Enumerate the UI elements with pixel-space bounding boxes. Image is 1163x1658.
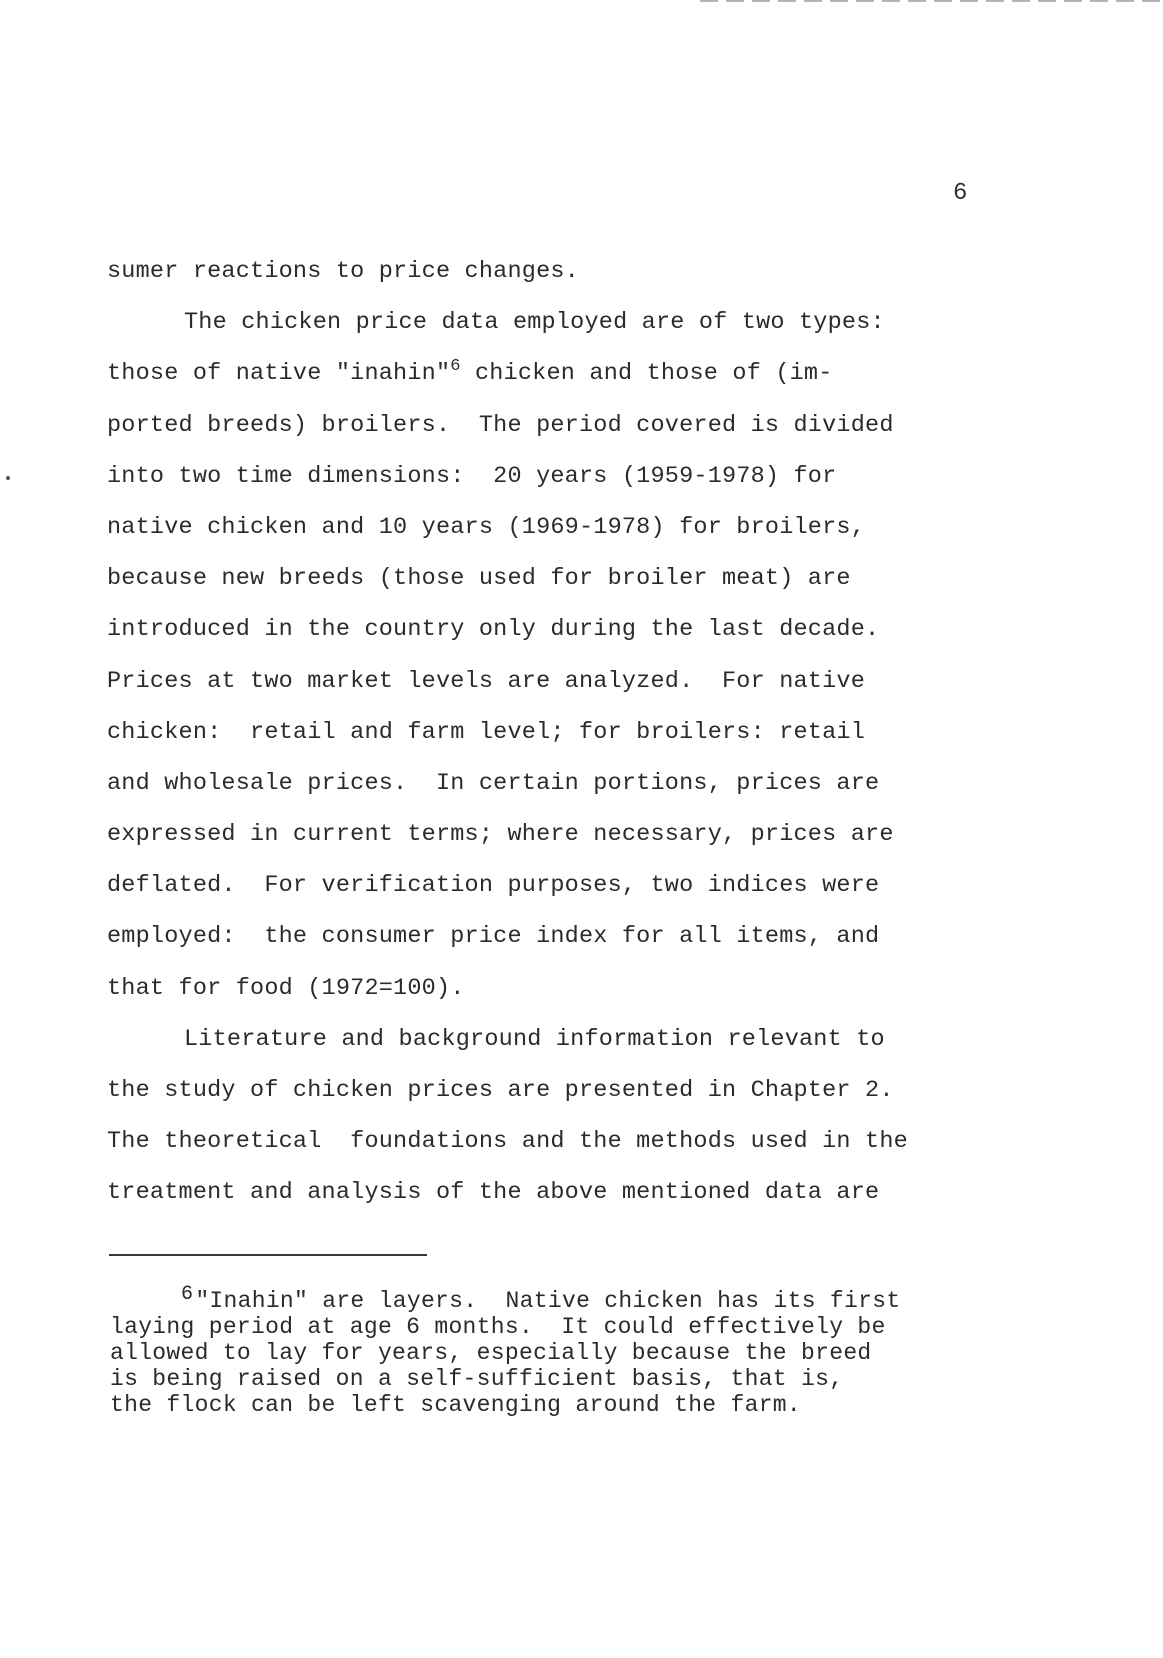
body-line: treatment and analysis of the above mentioned data are (107, 1179, 880, 1207)
page-number: 6 (953, 180, 968, 207)
body-line: ported breeds) broilers. The period covered is divided (107, 411, 894, 439)
body-text (107, 246, 1007, 1219)
body-line-text: chicken and those of (im- (460, 360, 833, 388)
body-line: deflated. For verification purposes, two indices were (107, 872, 880, 900)
body-line: because new breeds (those used for broiler meat) are (107, 565, 851, 593)
body-line: introduced in the country only during the last decade. (107, 616, 880, 644)
body-line: Prices at two market levels are analyzed. For native (107, 667, 866, 695)
body-line: expressed in current terms; where necessary, prices are (107, 821, 894, 849)
body-line: into two time dimensions: 20 years (1959-1978) for (107, 462, 837, 490)
body-line: chicken: retail and farm level; for broilers: retail (107, 718, 866, 746)
body-line: that for food (1972=100). (107, 974, 465, 1002)
body-line-text: those of native "inahin" (107, 360, 451, 388)
footnote-line: laying period at age 6 months. It could effectively be (110, 1314, 886, 1340)
body-line: and wholesale prices. In certain portions, prices are (107, 769, 880, 797)
body-line: native chicken and 10 years (1969-1978) for broilers, (107, 513, 866, 541)
body-line: employed: the consumer price index for all items, and (107, 923, 880, 951)
body-line-with-footnote-ref (107, 348, 1007, 399)
footnote-divider (109, 1254, 427, 1256)
body-line: The chicken price data employed are of two types: (184, 309, 885, 337)
footnote-line (110, 1283, 1010, 1314)
scan-edge-mark (700, 0, 1163, 2)
footnote (110, 1283, 1010, 1418)
body-line: the study of chicken prices are presented in Chapter 2. (107, 1077, 894, 1104)
footnote-line: is being raised on a self-sufficient basis, that is, (110, 1366, 844, 1392)
body-line: sumer reactions to price changes. (107, 258, 579, 285)
footnote-reference: 6 (450, 357, 461, 377)
body-line: Literature and background information relevant to (184, 1025, 885, 1053)
footnote-line: the flock can be left scavenging around the farm. (110, 1392, 802, 1418)
footnote-text: "Inahin" are layers. Native chicken has its first (195, 1288, 901, 1314)
margin-dot (6, 476, 10, 480)
footnote-line: allowed to lay for years, especially because the breed (110, 1340, 872, 1366)
body-line: The theoretical foundations and the methods used in the (107, 1128, 908, 1156)
footnote-marker: 6 (181, 1283, 194, 1306)
